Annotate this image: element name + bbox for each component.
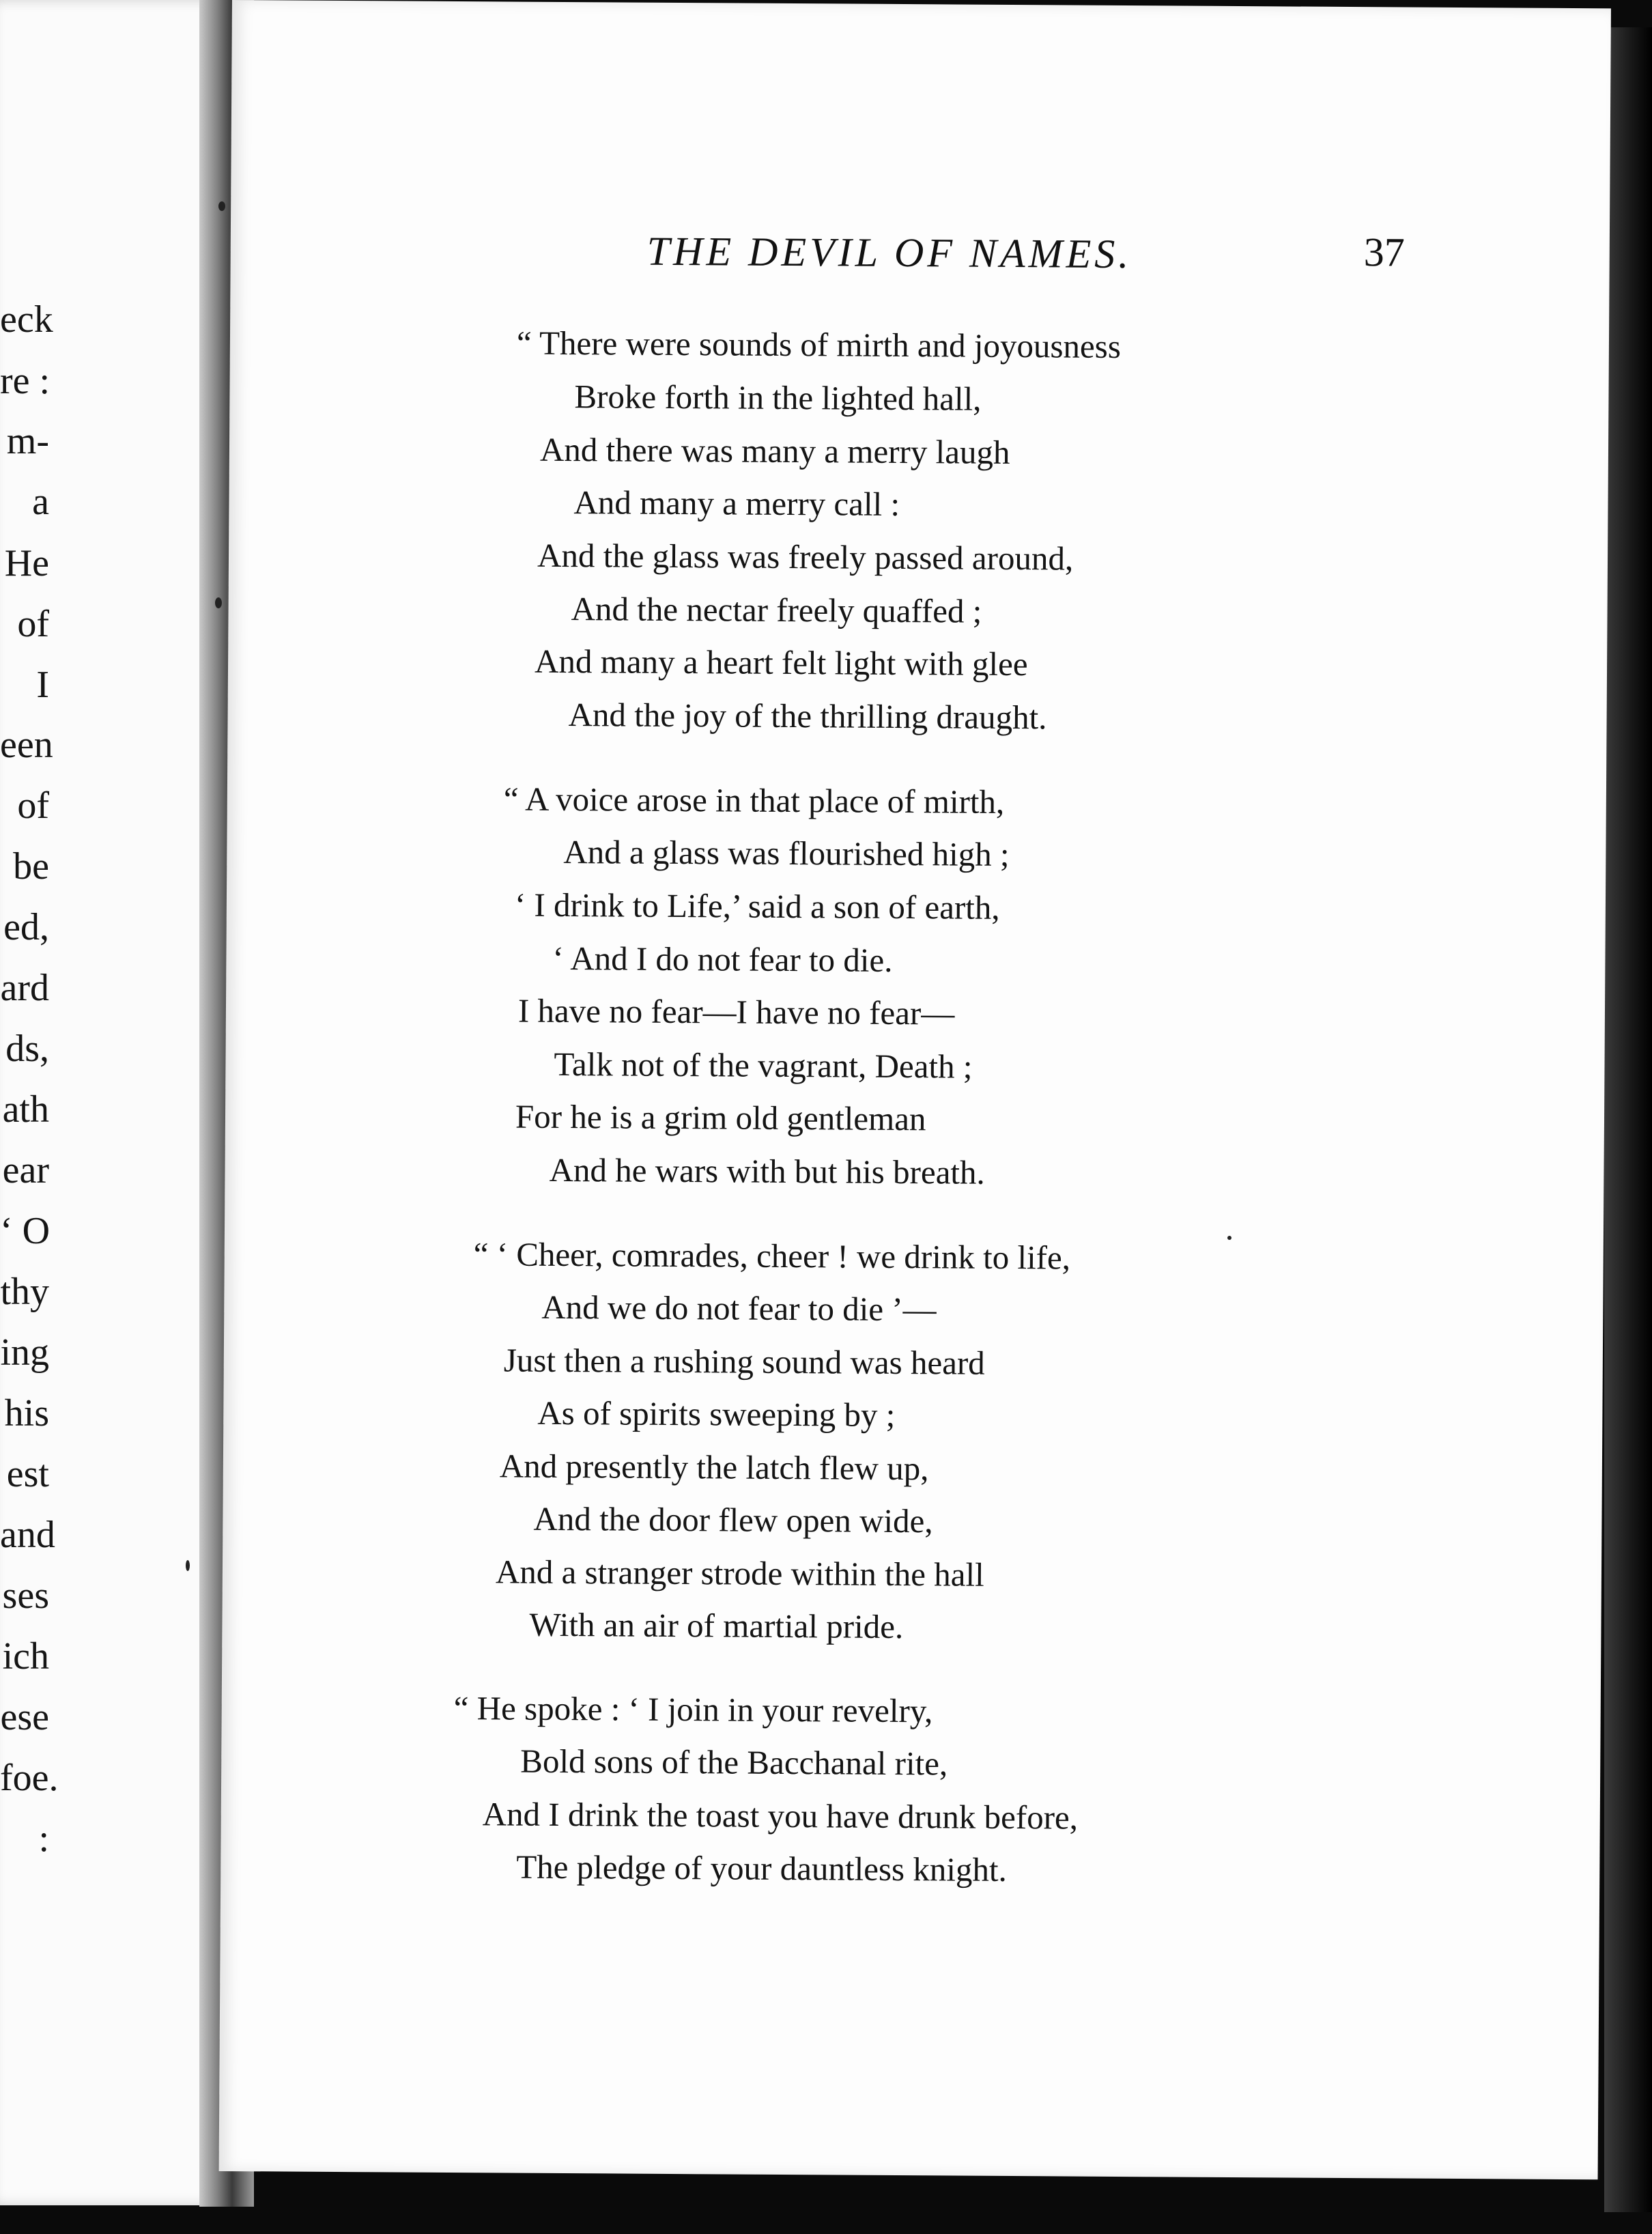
- verse-line: “ A voice arose in that place of mirth,: [503, 780, 1005, 821]
- left-line-fragment: be: [13, 845, 49, 888]
- verse-line: “ He spoke : ‘ I join in your revelry,: [453, 1689, 933, 1730]
- left-line-fragment: ath: [2, 1088, 49, 1131]
- verse-line: And the nectar freely quaffed ;: [571, 590, 982, 630]
- left-line-fragment: He: [4, 542, 49, 584]
- scan-speck: [1227, 1236, 1231, 1240]
- left-line-fragment: of: [17, 784, 49, 827]
- verse-line: Broke forth in the lighted hall,: [574, 378, 982, 418]
- verse-line: And a glass was flourished high ;: [563, 832, 1010, 873]
- left-line-fragment: re :: [0, 360, 51, 402]
- verse-line: And a stranger strode within the hall: [495, 1553, 984, 1594]
- left-line-fragment: ard: [0, 967, 49, 1009]
- left-facing-page: [0, 0, 225, 2205]
- verse-line: I have no fear—I have no fear—: [517, 991, 955, 1032]
- verse-line: And there was many a merry laugh: [539, 430, 1010, 471]
- left-line-fragment: est: [6, 1453, 49, 1495]
- left-line-fragment: ich: [2, 1635, 49, 1678]
- verse-line: As of spirits sweeping by ;: [537, 1394, 896, 1434]
- left-line-fragment: of: [17, 603, 49, 645]
- left-line-fragment: I: [36, 664, 49, 706]
- verse-line: Just then a rushing sound was heard: [503, 1341, 985, 1382]
- verse-line: Talk not of the vagrant, Death ;: [554, 1045, 973, 1086]
- page-number: 37: [1363, 229, 1405, 275]
- left-line-fragment: and: [0, 1514, 55, 1556]
- left-line-fragment: a: [32, 481, 49, 523]
- left-line-fragment: his: [4, 1392, 49, 1434]
- verse-line: And the joy of the thrilling draught.: [568, 696, 1047, 737]
- verse-line: ‘ And I do not fear to die.: [552, 939, 893, 979]
- verse-line: With an air of martial pride.: [529, 1605, 904, 1646]
- left-line-fragment: foe.: [0, 1757, 59, 1799]
- verse-line: And I drink the toast you have drunk before,: [482, 1795, 1079, 1837]
- scan-speck: [218, 201, 225, 211]
- left-line-fragment: een: [0, 724, 53, 766]
- verse-line: And presently the latch flew up,: [499, 1447, 929, 1488]
- verse-line: And many a merry call :: [573, 483, 900, 523]
- scan-speck: [215, 597, 222, 608]
- left-line-fragment: ear: [2, 1149, 49, 1191]
- right-page: [219, 0, 1611, 2179]
- verse-line: And the glass was freely passed around,: [537, 536, 1074, 578]
- scan-speck: [186, 1560, 190, 1571]
- left-line-fragment: ‘ O: [0, 1210, 51, 1252]
- left-line-fragment: ed,: [3, 906, 49, 948]
- left-line-fragment: m-: [6, 420, 49, 462]
- verse-line: And the door flew open wide,: [533, 1499, 933, 1540]
- running-head: THE DEVIL OF NAMES.: [646, 228, 1133, 277]
- verse-line: And many a heart felt light with glee: [534, 642, 1028, 683]
- verse-line: And he wars with but his breath.: [549, 1150, 985, 1191]
- left-line-fragment: ses: [2, 1574, 49, 1617]
- left-line-fragment: ing: [0, 1331, 49, 1374]
- left-line-fragment: :: [38, 1818, 49, 1860]
- verse-line: The pledge of your dauntless knight.: [516, 1848, 1007, 1889]
- page-block-edge: [1604, 27, 1652, 2212]
- verse-line: “ There were sounds of mirth and joyousness: [516, 324, 1122, 365]
- verse-line: ‘ I drink to Life,’ said a son of earth,: [514, 886, 1000, 927]
- verse-line: “ ‘ Cheer, comrades, cheer ! we drink to life,: [473, 1235, 1071, 1277]
- verse-line: And we do not fear to die ’—: [541, 1288, 937, 1329]
- verse-line: Bold sons of the Bacchanal rite,: [520, 1742, 948, 1783]
- left-line-fragment: eck: [0, 298, 53, 341]
- verse-line: For he is a grim old gentleman: [515, 1097, 926, 1138]
- left-line-fragment: ds,: [5, 1028, 49, 1070]
- left-line-fragment: thy: [0, 1271, 49, 1313]
- left-line-fragment: ese: [0, 1696, 49, 1738]
